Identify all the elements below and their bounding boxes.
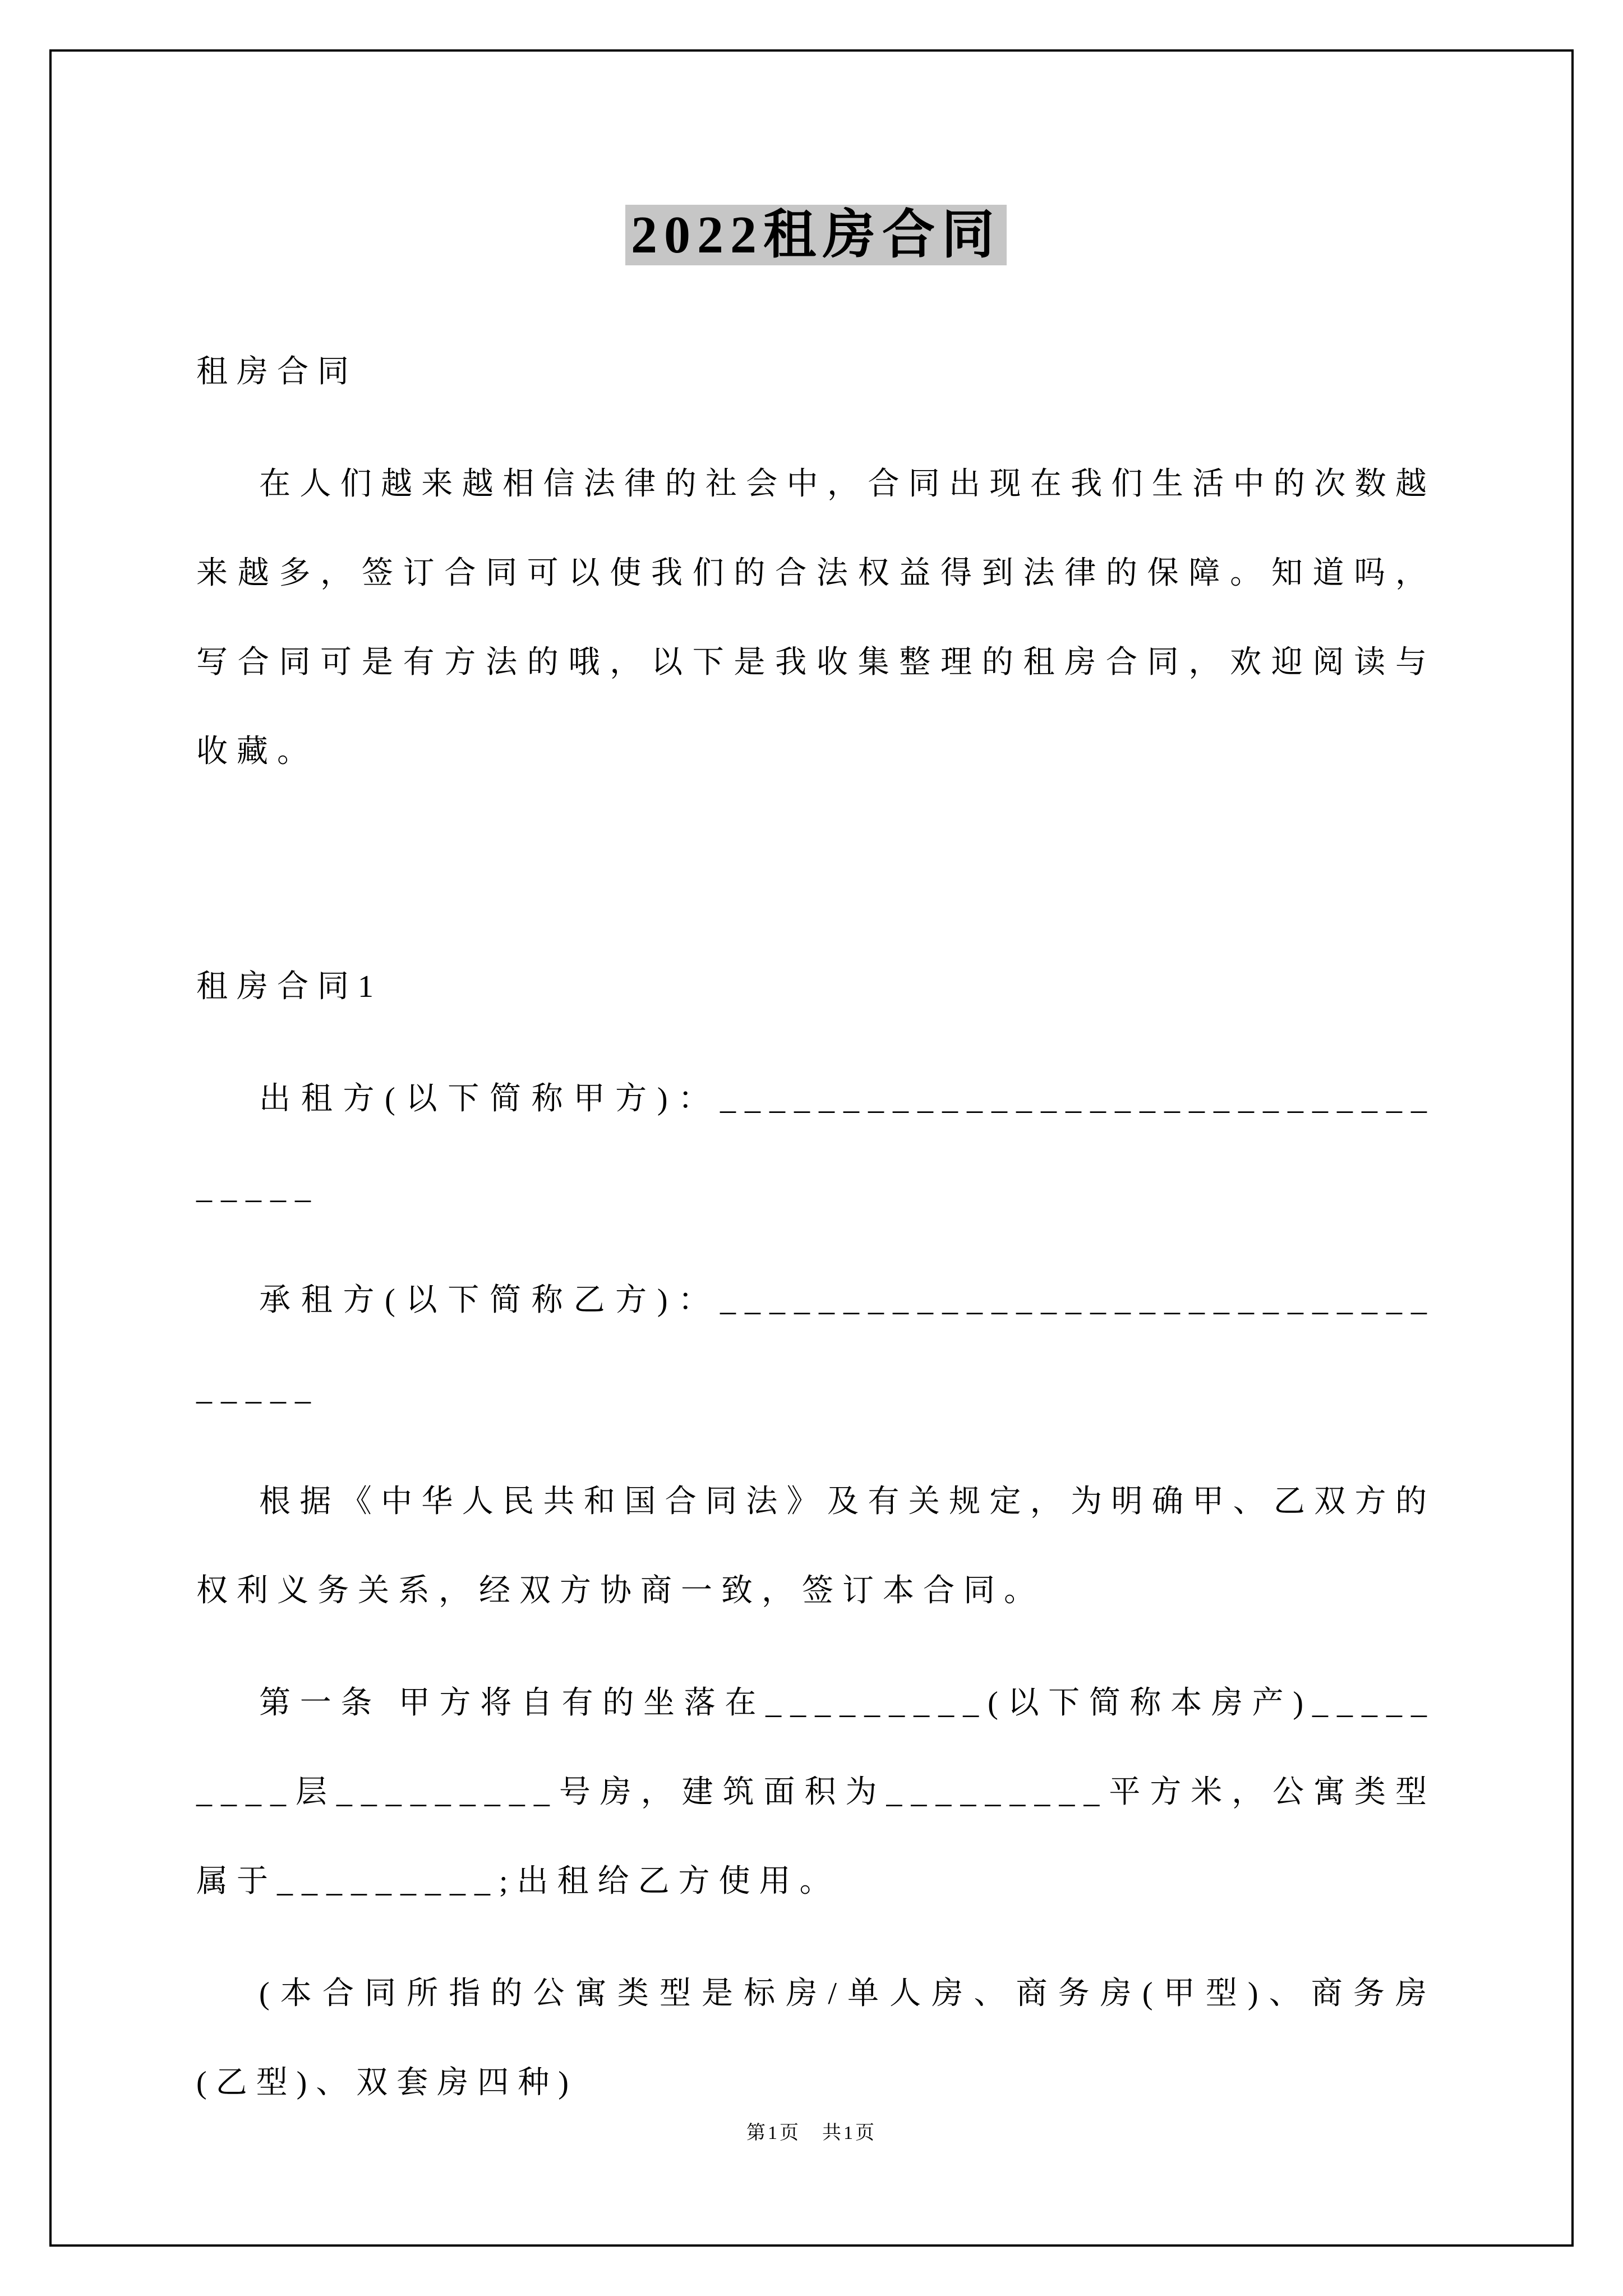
title-highlight: 2022租房合同 [625,205,1007,265]
paragraph-spacer [196,820,1436,942]
document-title [196,193,1436,277]
paragraph-intro: 在人们越来越相信法律的社会中，合同出现在我们生活中的次数越来越多，签订合同可以使我们的合法权益得到法律的保障。知道吗，写合同可是有方法的哦，以下是我收集整理的租房合同，欢迎阅读与收藏。 [196,467,1436,769]
document-content [196,193,1436,2151]
paragraph-article-1: 第一条 甲方将自有的坐落在_________(以下简称本房产)_________层_________号房，建筑面积为_________平方米，公寓类型属于_________;出租给乙方使用。 [196,1686,1436,1899]
paragraph-lessee-line: 承租方(以下简称乙方)：__________________________________ [196,1283,1436,1407]
page-footer: 第1页 共1页 [746,2123,877,2143]
paragraph-contract-heading: 租房合同1 [196,969,382,1004]
paragraph-legal-basis: 根据《中华人民共和国合同法》及有关规定，为明确甲、乙双方的权利义务关系，经双方协商一致，签订本合同。 [196,1484,1436,1608]
paragraph-apartment-types-note: (本合同所指的公寓类型是标房/单人房、商务房(甲型)、商务房(乙型)、双套房四种) [196,1976,1436,2100]
paragraph-section-heading: 租房合同 [196,355,358,389]
paragraph-lessor-line: 出租方(以下简称甲方)：__________________________________ [196,1082,1436,1205]
